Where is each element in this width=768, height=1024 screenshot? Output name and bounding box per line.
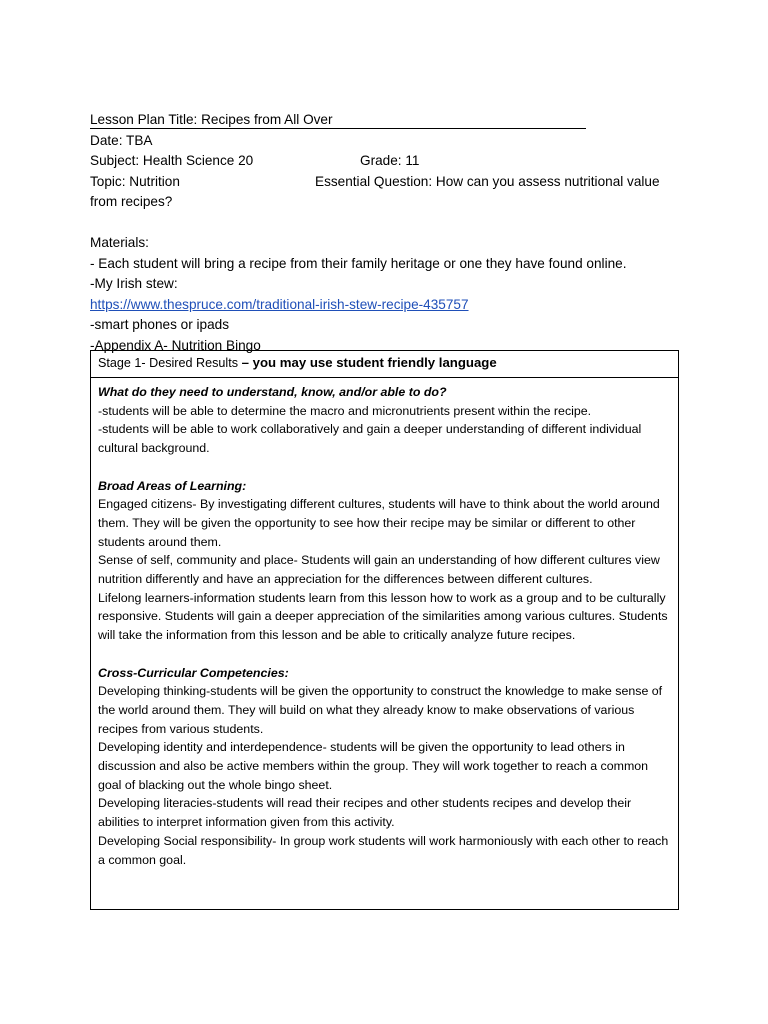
lesson-plan-title: Lesson Plan Title: Recipes from All Over <box>90 111 586 129</box>
materials-link-line <box>90 295 680 316</box>
competencies-paragraph: Developing literacies-students will read their recipes and other students recipes and develop their abilities to interpret information given from this activity. <box>98 796 632 830</box>
grade: Grade: 11 <box>360 153 420 168</box>
stage1-table <box>90 350 679 910</box>
materials-item: - Each student will bring a recipe from their family heritage or one they have found online. <box>90 255 627 271</box>
stage1-heading: Stage 1- Desired Results <box>98 356 238 370</box>
materials-item: -smart phones or ipads <box>90 317 230 332</box>
essential-question-continued: from recipes? <box>90 194 173 209</box>
stage1-body <box>91 378 678 869</box>
broad-areas-heading: Broad Areas of Learning: <box>98 478 247 493</box>
competencies-paragraph: Developing Social responsibility- In group work students will work harmoniously with each other to reach a common goal. <box>98 833 669 867</box>
materials-heading: Materials: <box>90 235 149 250</box>
broad-areas-paragraph: Lifelong learners-information students learn from this lesson how to work as a group and to be culturally responsive. Students will gain a deeper appreciation of the similarities among various cultures. Students will take the information from this lesson and be able to critically analyze future recipes. <box>98 590 668 643</box>
materials-item: -My Irish stew: <box>90 276 178 291</box>
competencies-paragraph: Developing identity and interdependence- students will be given the opportunity to lead others in discussion and also be active members within the group. They will work together to reach a common goal of blacking out the whole bingo sheet. <box>98 740 649 792</box>
competencies-heading: Cross-Curricular Competencies: <box>98 665 289 680</box>
essential-question: Essential Question: How can you assess nutritional value <box>315 173 660 189</box>
understanding-item: -students will be able to work collaboratively and gain a deeper understanding of different individual cultural background. <box>98 422 642 456</box>
subject: Subject: Health Science 20 <box>90 153 254 168</box>
broad-areas-paragraph: Engaged citizens- By investigating different cultures, students will have to think about the world around them. They will be given the opportunity to see how their recipe may be similar or different to other students around them. <box>98 497 660 549</box>
materials-item: -Appendix A- Nutrition Bingo <box>90 337 261 353</box>
stage1-subheading: – you may use student friendly language <box>238 355 497 370</box>
irish-stew-recipe-link[interactable]: https://www.thespruce.com/traditional-irish-stew-recipe-435757 <box>90 296 469 312</box>
lesson-header <box>90 110 680 356</box>
broad-areas-paragraph: Sense of self, community and place- Students will gain an understanding of how different cultures view nutrition differently and have an appreciation for the differences between different cultures. <box>98 553 660 587</box>
topic-line <box>90 172 680 193</box>
date-line: Date: TBA <box>90 132 153 148</box>
subject-line <box>90 151 680 172</box>
understanding-heading: What do they need to understand, know, and/or able to do? <box>98 385 447 399</box>
competencies-paragraph: Developing thinking-students will be given the opportunity to construct the knowledge to make sense of the world around them. They will build on what they already know to make observations of various recipes from various students. <box>98 684 663 736</box>
understanding-item: -students will be able to determine the macro and micronutrients present within the recipe. <box>98 403 592 418</box>
topic: Topic: Nutrition <box>90 173 180 189</box>
title-line <box>90 110 680 131</box>
stage1-header <box>91 351 678 378</box>
